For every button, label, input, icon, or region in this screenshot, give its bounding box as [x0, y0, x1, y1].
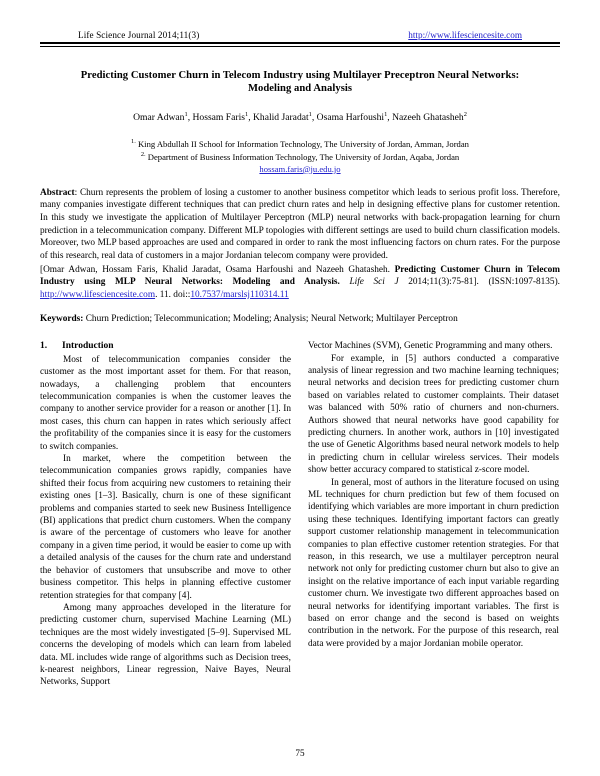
page-number: 75 [295, 748, 305, 758]
author-sep-4: , [387, 112, 393, 124]
paragraph: Among many approaches developed in the literature for predicting customer churn, supervised Machine Learning (ML) techniques are the most widely investigated [5–9]. Supervised ML concerns the developing of models which can learn from labeled data. ML includes wide range of algorithms such as Decision trees, k-nearest neighbors, Linear regression, Naive Bayes, Neural Networks, Support [40, 602, 291, 688]
affiliation-sup-1: 1. [131, 138, 136, 146]
author-sup-2: 1 [244, 111, 249, 119]
author-sep-1: , [187, 112, 193, 124]
paragraph: Most of telecommunication companies consider the customer as the most important asset for them. For that reason, nowadays, a challenging problem that encounters telecommunication companies is when the customer leaves the company to another service provider for a reason or another [1]. In most cases, this churn can happen in rates which seriously affect the profitability of the companies since it is easy for the customers to switch companies. [40, 354, 291, 452]
author-sup-4: 1 [384, 111, 388, 119]
paragraph: For example, in [5] authors conducted a comparative analysis of linear regression and two machine learning techniques; neural networks and decision trees for predicting customer churn based on variables related to customer complaints. Their dataset was balanced with 50% ratio of churners and non-churners. Authors showed that neural networks have good capability for predicting churners. In another work, authors in [10] investigated the use of Genetic Algorithms based neural network models to help in predicting churn in cellular wireless services. Their models show better accuracy compared to statistical z-score model. [308, 353, 559, 476]
author-sup-1: 1 [184, 111, 188, 119]
citation-volume: 2014;11(3):75-81]. (ISSN:1097-8135). [398, 277, 560, 288]
abstract-label: Abstract [40, 187, 75, 198]
affiliation-1 [40, 137, 560, 150]
journal-website-link[interactable]: http://www.lifesciencesite.com [408, 30, 522, 40]
author-sup-5: 2 [463, 111, 467, 119]
author-list [40, 111, 560, 125]
citation-prefix: [Omar Adwan, Hossam Faris, Khalid Jaradat, Osama Harfoushi and Nazeeh Ghatasheh. [40, 264, 395, 275]
citation-doi-link[interactable]: 10.7537/marslsj110314.11 [190, 289, 289, 300]
affiliation-text-1: King Abdullah II School for Information Technology, The University of Jordan, Amman, Jordan [137, 138, 469, 149]
journal-citation-header: Life Science Journal 2014;11(3) [78, 30, 200, 40]
section-heading-introduction [40, 340, 291, 353]
citation-site-link[interactable]: http://www.lifesciencesite.com [40, 289, 156, 300]
affiliation-text-2: Department of Business Information Technology, The University of Jordan, Aqaba, Jordan [147, 152, 460, 163]
abstract-body: : Churn represents the problem of losing a customer to another business competitor which leads to serious profit loss. Therefore, many companies investigate different techniques that can predict churn rates and help in designing effective plans for customer retention. In this study we investigate the application of Multilayer Perceptron (MLP) neural networks with back-propagation learning for churn prediction in a telecommunication company. Different MLP topologies with different settings are used to build churn classification models. Moreover, two MLP based approaches are used and compared in order to rank the most influencing factors on churn rates. For the purpose of this research, real data of customers in a major Jordanian telecom company were provided. [40, 187, 560, 261]
paragraph: In general, most of authors in the literature focused on using ML techniques for churn prediction but few of them focused on identifying which variables are more important in churn prediction using these techniques. Identifying important factors can greatly support customer relationship management in telecommunication companies to plan effective customer retention strategies. For that reason, in this research, we use a multilayer perceptron neural network not only for predicting customer churn but also to give an insight on the relative importance of each input variable regarding customer churn. We investigate two different approaches based on neural networks for identifying important variables. The first is based on error change and the second is based on weights contribution in the network. For the purpose of this research, real data were provided by a major Jordanian mobile operator. [308, 477, 559, 649]
section-title: Introduction [62, 341, 114, 352]
header-rule [40, 42, 560, 46]
citation-title: Predicting Customer Churn in Telecom Industry using MLP Neural Networks: Modeling and Analysis. [40, 264, 560, 288]
paragraph: In market, where the competition between the telecommunication companies grows rapidly, companies have shifted their focus from acquiring new customers to retaining their existing ones [1–3]. Basically, churn is one of these significant problems and companies started to seek new Business Intelligence (BI) applications that predict churn customers. When the company is aware of the percentage of customers who leave for another company in a given time period, it would be easier to come up with a detailed analysis of the causes for the churn rate and understand the behavior of customers that unsubscribe and move to other business competitor. This helps in planning effective customer retention strategies for that company [4]. [40, 454, 291, 601]
affiliation-2 [40, 150, 560, 163]
author-name-2: Hossam Faris [192, 112, 245, 124]
author-sep-3: , [311, 112, 317, 124]
author-name-3: Khalid Jaradat [252, 112, 309, 124]
running-header [40, 30, 560, 40]
corresponding-email [40, 164, 560, 174]
affiliation-sup-2: 2. [140, 151, 146, 159]
citation-journal: Life Sci J [349, 277, 399, 288]
paragraph: Vector Machines (SVM), Genetic Programming and many others. [308, 341, 553, 352]
section-number: 1. [40, 341, 48, 352]
keywords-line [40, 313, 560, 326]
keywords-text: Churn Prediction; Telecommunication; Modeling; Analysis; Neural Network; Multilayer Perceptron [83, 314, 458, 325]
abstract-paragraph [40, 187, 560, 263]
right-column [308, 340, 559, 689]
author-name-5: Nazeeh Ghatasheh [392, 112, 464, 124]
author-sep-2: , [248, 112, 253, 124]
affiliation-block [40, 137, 560, 164]
self-citation-block [40, 264, 560, 302]
author-name-1: Omar Adwan [133, 112, 185, 124]
author-sup-3: 1 [308, 111, 312, 119]
email-link[interactable]: hossam.faris@ju.edu.jo [259, 163, 341, 174]
keywords-label: Keywords: [40, 314, 84, 325]
author-name-4: Osama Harfoushi [316, 112, 385, 124]
left-column [40, 340, 291, 689]
page-title: Predicting Customer Churn in Telecom Industry using Multilayer Preceptron Neural Networks: Modeling and Analysis [80, 69, 520, 95]
body-columns [40, 340, 560, 689]
citation-doi-prefix: . 11. doi:: [155, 289, 191, 300]
